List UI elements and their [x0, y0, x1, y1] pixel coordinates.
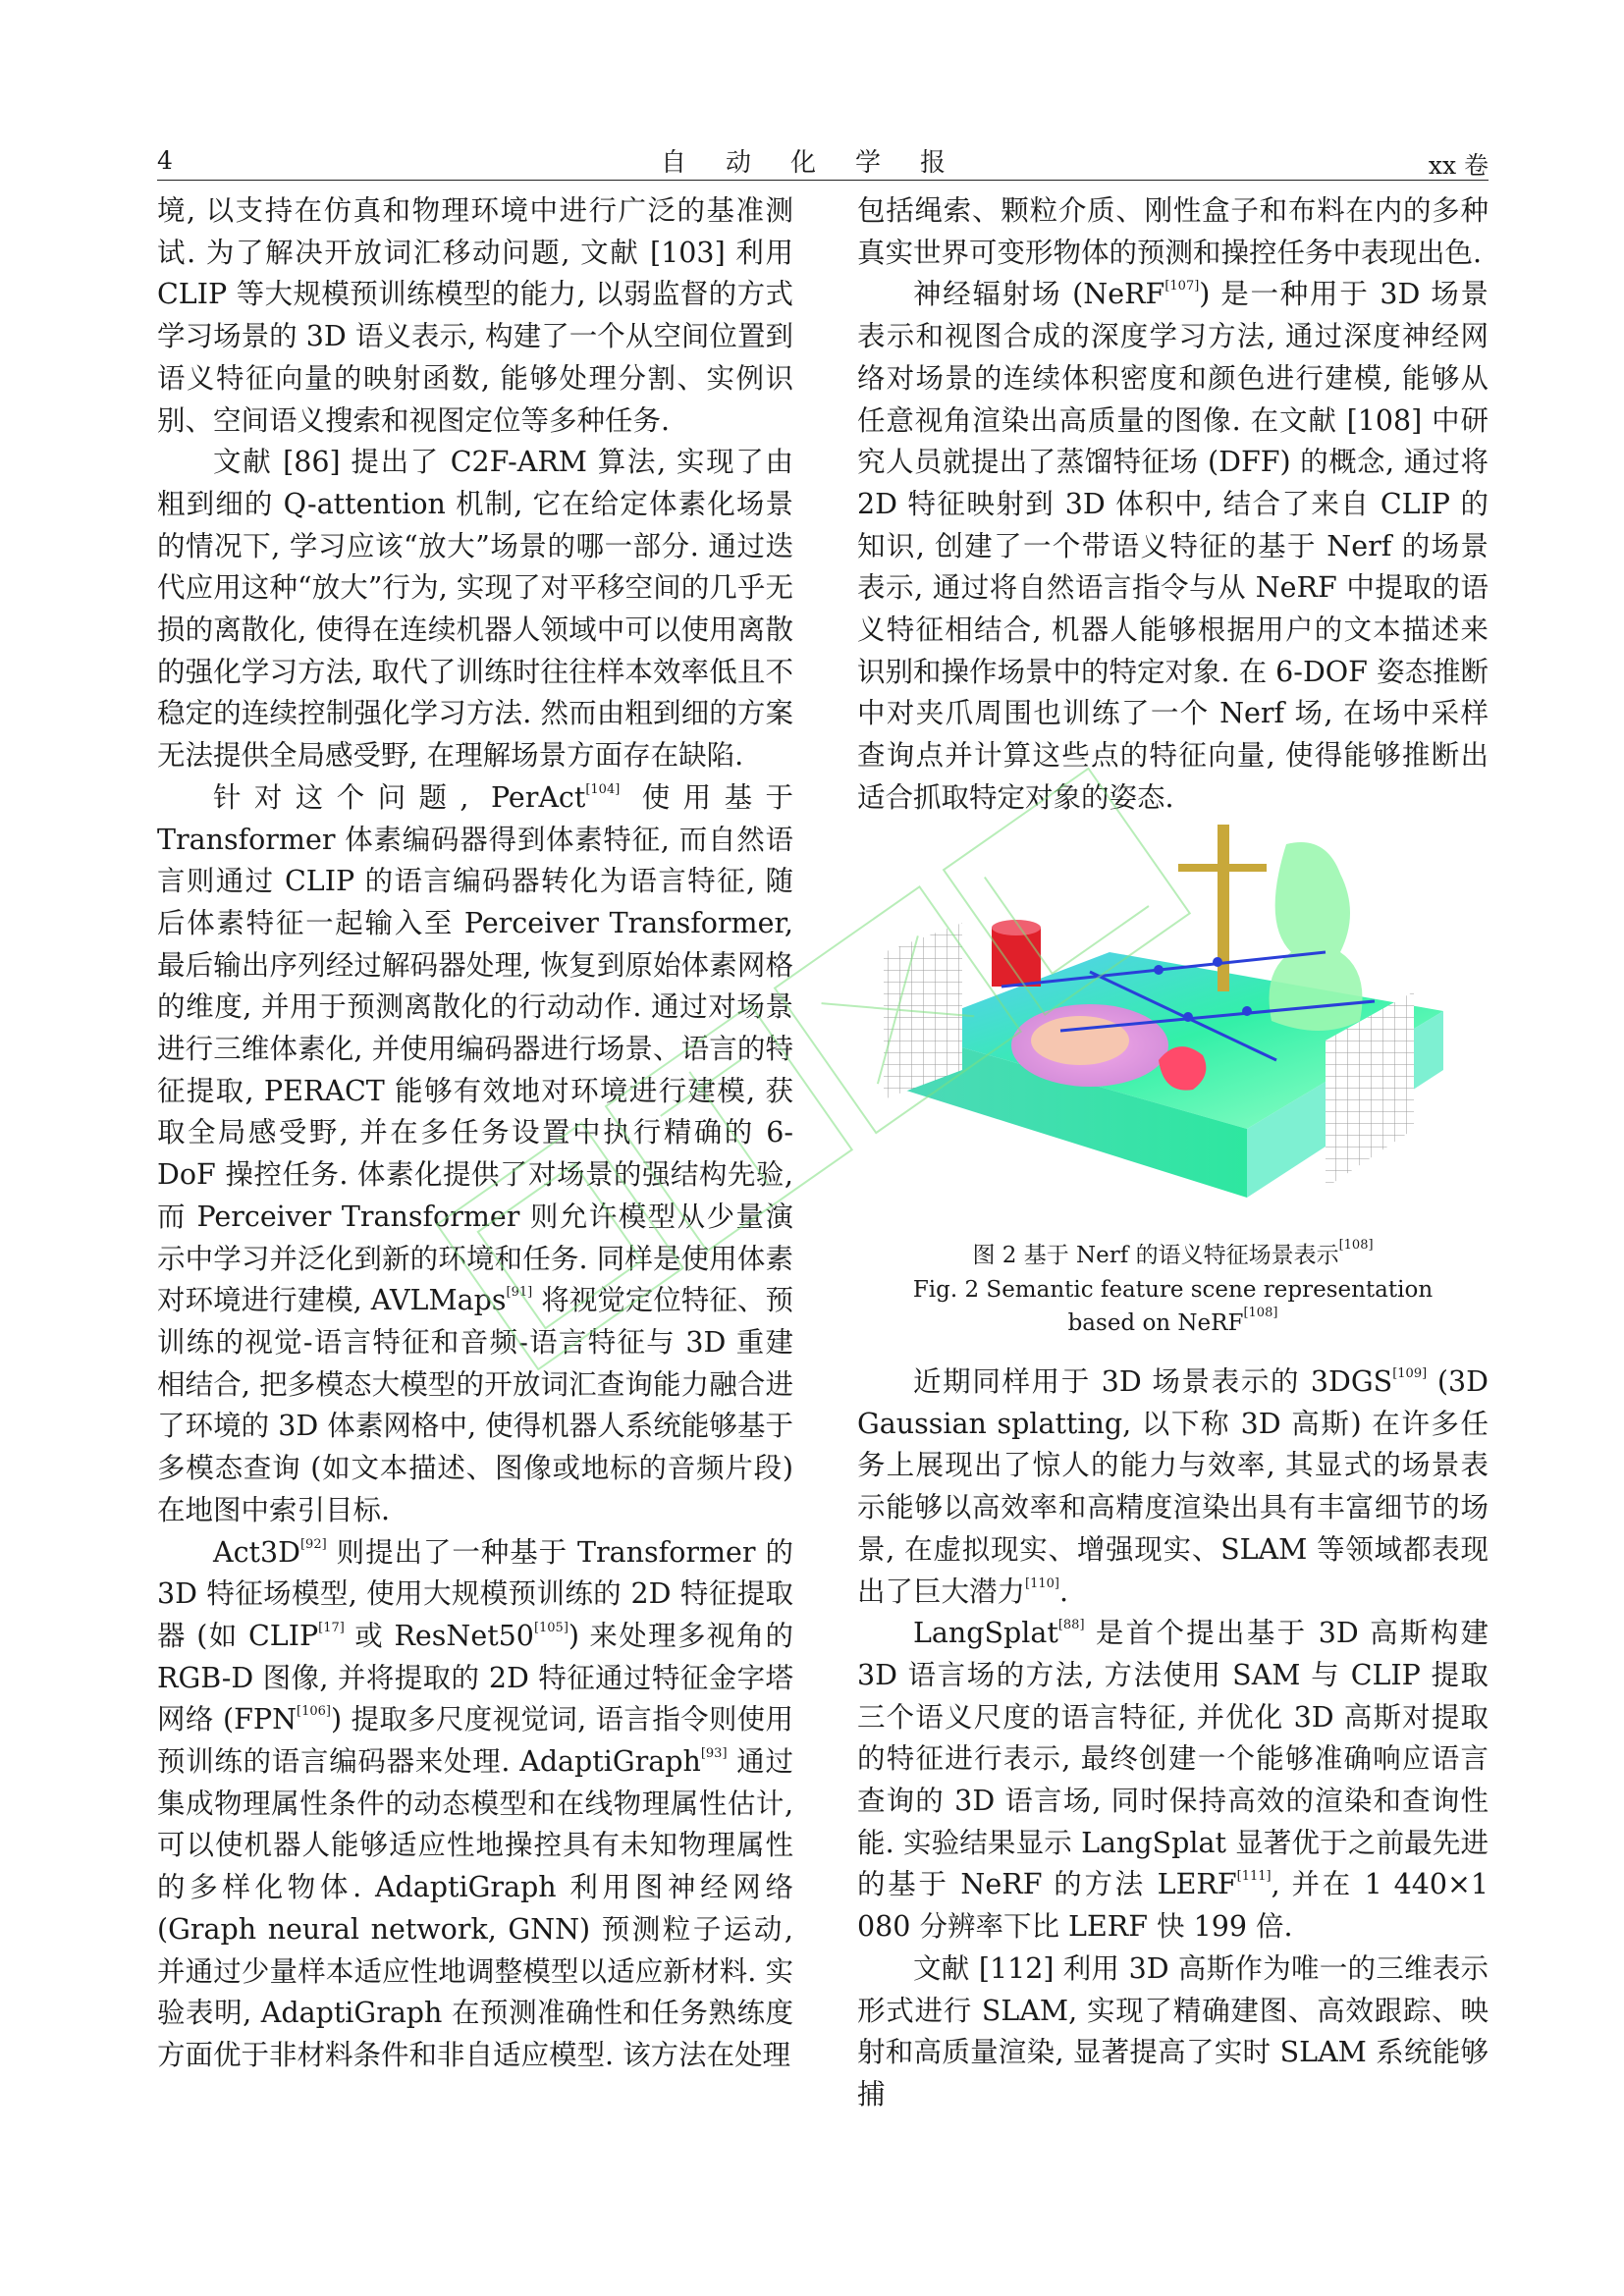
grid-panel-left — [884, 923, 962, 1099]
figure-caption-zh: 图 2 基于 Nerf 的语义特征场景表示[108] — [972, 1238, 1374, 1268]
paragraph: 针对这个问题, PerAct[104] 使用基于 Transformer 体素编码器得到体素特征, 而自然语言则通过 CLIP 的语言编码器转化为语言特征, 随后体素特征一起输入至 Perceiver Transformer, 最后输出序列经过解码器处理, 恢复到原始体素网格的维度, 并用于预测离散化的行动动作. 通过对场景进行三维体素化, 并使用编码器进行场景、语言的特征提取, PERACT 能够有效地对环境进行建模, 获取全局感受野, 并在多任务设置中执行精确的 6-DoF 操控任务. 体素化提供了对场景的强结构先验, 而 Perceiver Transformer 则允许模型从少量演示中学习并泛化到新的环境和任务. 同样是使用体素对环境进行建模, AVLMaps[91] 将视觉定位特征、预训练的视觉-语言特征和音频-语言特征与 3D 重建相结合, 把多模态大模型的开放词汇查询能力融合进了环境的 3D 体素网格中, 使得机器人系统能够基于多模态查询 (如文本描述、图像或地标的音频片段) 在地图中索引目标. — [157, 780, 793, 1526]
citation: [106] — [297, 1704, 332, 1720]
page-number: 4 — [157, 146, 173, 175]
right-column-bottom — [857, 1362, 1489, 2116]
citation: [104] — [585, 781, 621, 797]
left-column — [157, 190, 793, 2077]
citation: [91] — [506, 1285, 533, 1301]
right-column-top — [857, 190, 1489, 820]
citation: [88] — [1057, 1618, 1085, 1633]
running-header — [157, 140, 1489, 180]
scene-illustration — [864, 805, 1483, 1237]
paragraph: 文献 [112] 利用 3D 高斯作为唯一的三维表示形式进行 SLAM, 实现了精确建图、高效跟踪、映射和高质量渲染, 显著提高了实时 SLAM 系统能够捕 — [857, 1951, 1489, 2110]
citation: [110] — [1025, 1575, 1059, 1591]
figure-caption-en-line2: based on NeRF[108] — [1067, 1306, 1278, 1336]
citation: [109] — [1392, 1366, 1428, 1381]
citation: [17] — [318, 1620, 345, 1635]
citation: [105] — [533, 1620, 568, 1635]
paragraph: LangSplat[88] 是首个提出基于 3D 高斯构建 3D 语言场的方法, 方法使用 SAM 与 CLIP 提取三个语义尺度的语言特征, 并优化 3D 高斯对提取的特征进行表示, 最终创建一个能够准确响应语言查询的 3D 语言场, 同时保持高效的渲染和查询性能. 实验结果显示 LangSplat 显著优于之前最先进的基于 NeRF 的方法 LERF[111], 并在 1 440×1 080 分辨率下比 LERF 快 199 倍. — [857, 1617, 1489, 1944]
volume-label: xx 卷 — [1428, 151, 1489, 180]
paragraph: 境, 以支持在仿真和物理环境中进行广泛的基准测试. 为了解决开放词汇移动问题, 文献 [103] 利用 CLIP 等大规模预训练模型的能力, 以弱监督的方式学习场景的 3D 语义表示, 构建了一个从空间位置到语义特征向量的映射函数, 能够处理分割、实例识别、空间语义搜索和视图定位等多种任务. — [157, 194, 793, 437]
paragraph: 神经辐射场 (NeRF[107]) 是一种用于 3D 场景表示和视图合成的深度学习方法, 通过深度神经网络对场景的连续体积密度和颜色进行建模, 能够从任意视角渲染出高质量的图像. 在文献 [108] 中研究人员就提出了蒸馏特征场 (DFF) 的概念, 通过将 2D 特征映射到 3D 体积中, 结合了来自 CLIP 的知识, 创建了一个带语义特征的基于 Nerf 的场景表示, 通过将自然语言指令与从 NeRF 中提取的语义特征相结合, 机器人能够根据用户的文本描述来识别和操作场景中的特定对象. 在 6-DOF 姿态推断中对夹爪周围也训练了一个 Nerf 场, 在场中采样查询点并计算这些点的特征向量, 使得能够推断出适合抓取特定对象的姿态. — [857, 278, 1489, 814]
figure-caption-en: Fig. 2 Semantic feature scene representation — [912, 1277, 1434, 1303]
paragraph: Act3D[92] 则提出了一种基于 Transformer 的 3D 特征场模型, 使用大规模预训练的 2D 特征提取器 (如 CLIP[17] 或 ResNet50[105]) 来处理多视角的 RGB-D 图像, 并将提取的 2D 特征通过特征金字塔网络 (FPN[106]) 提取多尺度视觉词, 语言指令则使用预训练的语言编码器来处理. AdaptiGraph[93] 通过集成物理属性条件的动态模型和在线物理属性估计, 可以使机器人能够适应性地操控具有未知物理属性的多样化物体. AdaptiGraph 利用图神经网络 (Graph neural network, GNN) 预测粒子运动, 并通过少量样本适应性地调整模型以适应新材料. 实验表明, AdaptiGraph 在预测准确性和任务熟练度方面优于非材料条件和非自适应模型. 该方法在处理 — [157, 1535, 793, 2071]
citation: [93] — [700, 1746, 728, 1762]
header-rule — [157, 180, 1489, 181]
figure-nerf-scene — [864, 805, 1483, 1237]
citation: [111] — [1236, 1869, 1272, 1885]
citation: [92] — [299, 1536, 327, 1552]
citation: [107] — [1164, 279, 1200, 294]
journal-title: 自动化学报 — [660, 148, 985, 178]
paragraph: 文献 [86] 提出了 C2F-ARM 算法, 实现了由粗到细的 Q-attention 机制, 它在给定体素化场景的情况下, 学习应该“放大”场景的哪一部分. 通过迭代应用这种“放大”行为, 实现了对平移空间的几乎无损的离散化, 使得在连续机器人领域中可以使用离散的强化学习方法, 取代了训练时往往样本效率低且不稳定的连续控制强化学习方法. 然而由粗到细的方案无法提供全局感受野, 在理解场景方面存在缺陷. — [157, 446, 793, 773]
paragraph: 近期同样用于 3D 场景表示的 3DGS[109] (3D Gaussian splatting, 以下称 3D 高斯) 在许多任务上展现出了惊人的能力与效率, 其显式的场景表示能够以高效率和高精度渲染出具有丰富细节的场景, 在虚拟现实、增强现实、SLAM 等领域都表现出了巨大潜力[110]. — [857, 1365, 1489, 1608]
red-cup — [992, 928, 1041, 987]
paragraph: 包括绳索、颗粒介质、刚性盒子和布料在内的多种真实世界可变形物体的预测和操控任务中表现出色. — [857, 194, 1489, 269]
